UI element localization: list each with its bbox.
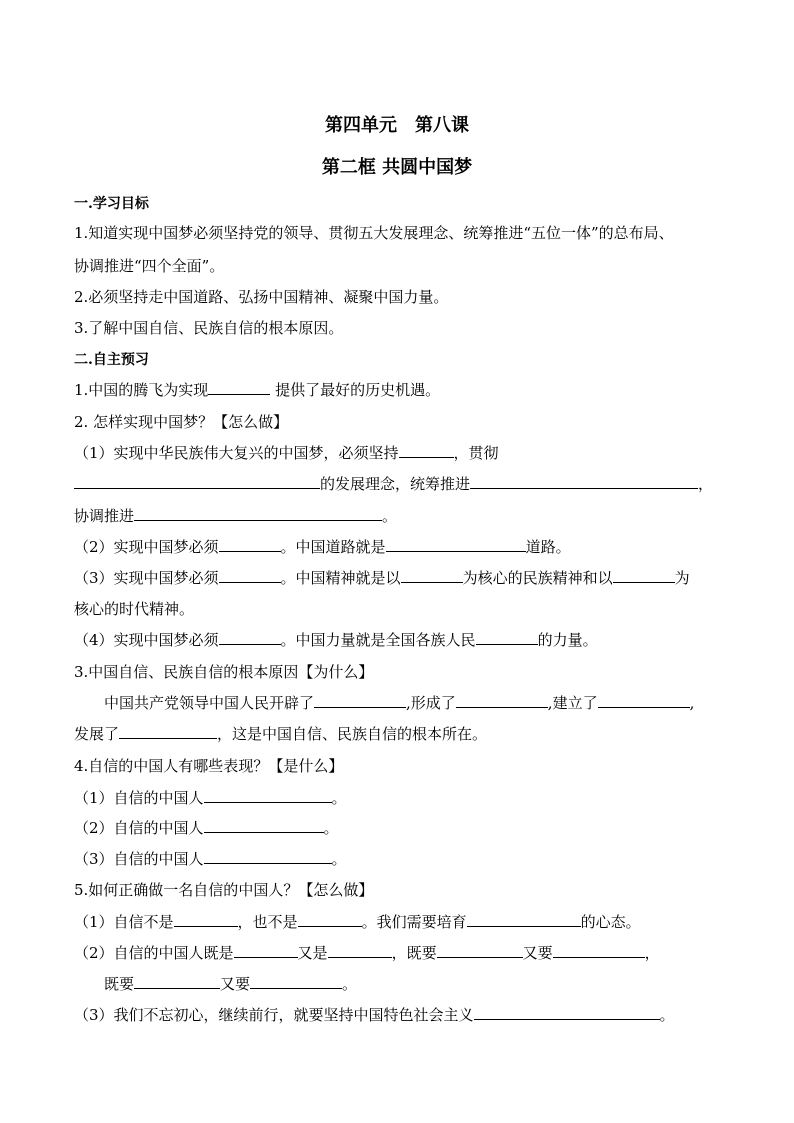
question-2-4 [74, 630, 734, 650]
answer-blank[interactable] [553, 943, 645, 958]
question-text: 的发展理念，统筹推进 [320, 475, 471, 493]
answer-blank[interactable] [234, 943, 298, 958]
question-text: , [689, 694, 695, 712]
answer-blank[interactable] [219, 568, 281, 583]
answer-blank[interactable] [250, 974, 342, 989]
answer-blank[interactable] [219, 630, 281, 645]
question-text: 道路。 [525, 538, 571, 556]
question-4-2 [74, 818, 734, 838]
section-heading-goals: 一.学习目标 [74, 196, 149, 212]
question-2-3-continued: 核心的时代精神。 [74, 600, 195, 618]
answer-blank[interactable] [174, 912, 238, 927]
question-text: 。中国精神就是以 [280, 569, 401, 587]
question-text: 。 [331, 789, 347, 807]
question-text: ，这是中国自信、民族自信的根本所在。 [217, 725, 488, 743]
question-4: 4.自信的中国人有哪些表现？【是什么】 [74, 757, 344, 775]
question-3: 3.中国自信、民族自信的根本原因【为什么】 [74, 663, 374, 681]
question-text: 既要 [104, 975, 135, 993]
question-text: ， [698, 475, 714, 493]
goal-1-continued: 协调推进“四个全面”。 [74, 257, 225, 275]
answer-blank[interactable] [456, 693, 548, 708]
question-text: （2）自信的中国人既是 [74, 944, 234, 962]
answer-blank[interactable] [204, 849, 332, 864]
question-text: 1.中国的腾飞为实现 [74, 381, 209, 399]
answer-blank[interactable] [208, 380, 270, 395]
question-text: 。中国力量就是全国各族人民 [280, 631, 476, 649]
answer-blank[interactable] [467, 912, 581, 927]
question-3-continued [74, 724, 734, 744]
goal-2: 2.必须坚持走中国道路、弘扬中国精神、凝聚中国力量。 [74, 288, 449, 306]
answer-blank[interactable] [134, 974, 220, 989]
answer-blank[interactable] [314, 693, 406, 708]
question-text: （3）我们不忘初心，继续前行，就要坚持中国特色社会主义 [74, 1006, 474, 1024]
answer-blank[interactable] [401, 568, 463, 583]
question-5-1 [74, 912, 734, 932]
question-text: 又是 [297, 944, 328, 962]
question-3-text [104, 693, 734, 713]
question-5-2 [74, 943, 734, 963]
answer-blank[interactable] [386, 537, 526, 552]
question-text: 发展了 [74, 725, 120, 743]
question-text: 的心态。 [580, 913, 641, 931]
question-text: （3）自信的中国人 [74, 850, 204, 868]
question-text: 。 [659, 1006, 675, 1024]
goal-3: 3.了解中国自信、民族自信的根本原因。 [74, 319, 344, 337]
question-2-1-end [74, 506, 734, 526]
question-text: ，也不是 [237, 913, 298, 931]
answer-blank[interactable] [204, 818, 324, 833]
question-text: 。 [331, 850, 347, 868]
question-4-3 [74, 849, 734, 869]
question-text: 的力量。 [537, 631, 598, 649]
answer-blank[interactable] [437, 943, 523, 958]
answer-blank[interactable] [74, 474, 320, 489]
section-heading-preview: 二.自主预习 [74, 352, 149, 368]
question-text: 。我们需要培育 [361, 913, 467, 931]
answer-blank[interactable] [598, 693, 690, 708]
question-text: 中国共产党领导中国人民开辟了 [104, 694, 315, 712]
goal-1: 1.知道实现中国梦必须坚持党的领导、贯彻五大发展理念、统筹推进“五位一体”的总布局、 [74, 224, 674, 242]
answer-blank[interactable] [399, 443, 454, 458]
answer-blank[interactable] [219, 537, 281, 552]
question-text: 协调推进 [74, 507, 135, 525]
question-text: ,形成了 [406, 694, 456, 712]
question-text: ，贯彻 [453, 444, 499, 462]
question-text: （1）实现中华民族伟大复兴的中国梦，必须坚持 [74, 444, 399, 462]
question-2-1 [74, 443, 734, 463]
question-text: 为 [674, 569, 690, 587]
question-1 [74, 380, 734, 400]
question-text: 为核心的民族精神和以 [462, 569, 613, 587]
answer-blank[interactable] [328, 943, 392, 958]
question-text: （2）实现中国梦必须 [74, 538, 219, 556]
question-text: 。 [342, 975, 358, 993]
answer-blank[interactable] [298, 912, 362, 927]
question-2-1-continued [74, 474, 734, 494]
question-2-3 [74, 568, 734, 588]
question-text: （4）实现中国梦必须 [74, 631, 219, 649]
question-5-2-continued [104, 974, 734, 994]
page-title: 第四单元 第八课 [325, 115, 469, 136]
question-4-1 [74, 788, 734, 808]
page-subtitle: 第二框 共圆中国梦 [321, 157, 473, 178]
question-text: 提供了最好的历史机遇。 [270, 381, 441, 399]
question-text: 。 [323, 819, 339, 837]
answer-blank[interactable] [204, 788, 332, 803]
question-text: ， [644, 944, 660, 962]
question-2-2 [74, 537, 734, 557]
question-text: （1）自信的中国人 [74, 789, 204, 807]
question-text: （2）自信的中国人 [74, 819, 204, 837]
question-text: 。中国道路就是 [280, 538, 386, 556]
question-5-3 [74, 1005, 734, 1025]
question-5: 5.如何正确做一名自信的中国人？【怎么做】 [74, 881, 374, 899]
question-2: 2. 怎样实现中国梦？【怎么做】 [74, 413, 289, 431]
question-text: ,建立了 [547, 694, 598, 712]
question-text: 。 [382, 507, 398, 525]
answer-blank[interactable] [119, 724, 217, 739]
question-text: （1）自信不是 [74, 913, 174, 931]
question-text: （3）实现中国梦必须 [74, 569, 219, 587]
answer-blank[interactable] [474, 1005, 660, 1020]
question-text: 又要 [220, 975, 251, 993]
question-text: ，既要 [391, 944, 437, 962]
answer-blank[interactable] [613, 568, 675, 583]
question-text: 又要 [522, 944, 553, 962]
answer-blank[interactable] [470, 474, 698, 489]
answer-blank[interactable] [134, 506, 382, 521]
answer-blank[interactable] [476, 630, 538, 645]
